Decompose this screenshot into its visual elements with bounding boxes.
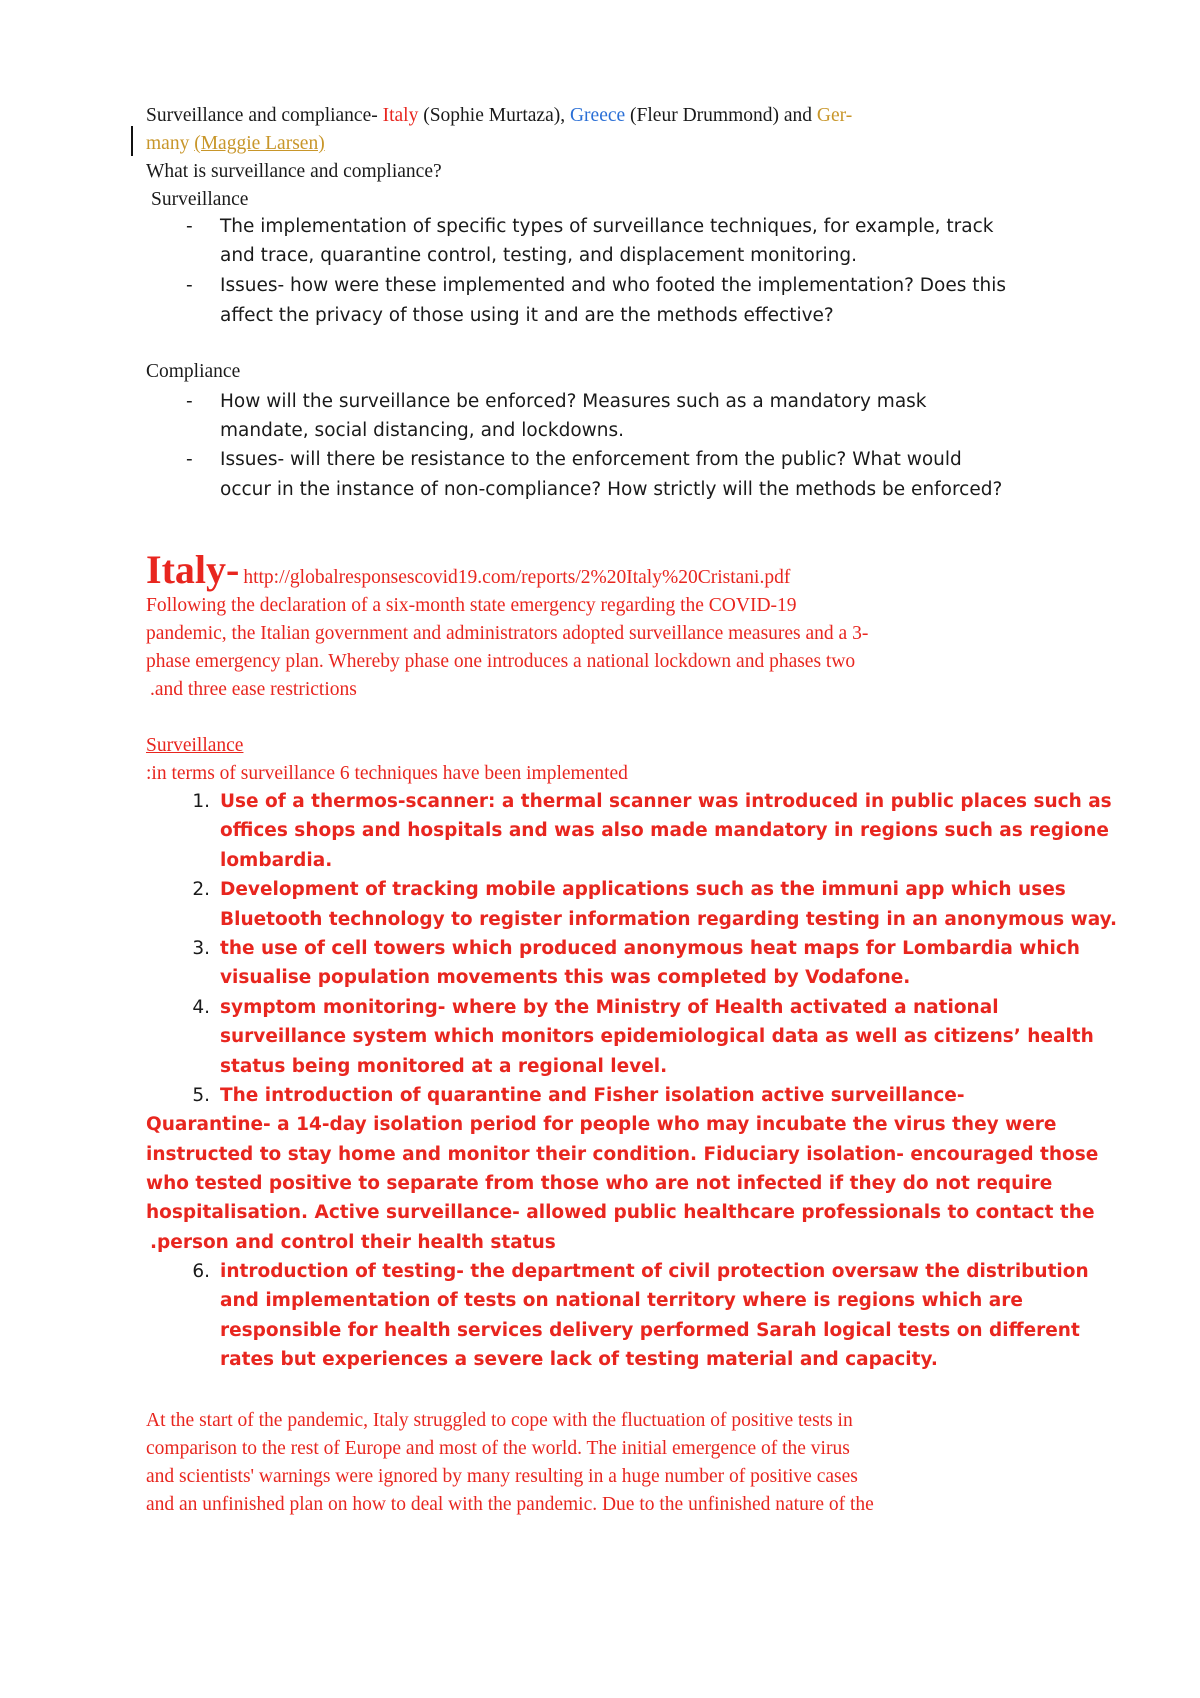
- italy-intro-line-2: pandemic, the Italian government and administrators adopted surveillance measures and a 3-: [146, 623, 869, 644]
- item-6-line-4: rates but experiences a severe lack of testing material and capacity.: [220, 1349, 938, 1370]
- title-germany-part1: Ger-: [816, 105, 853, 126]
- italy-intro-line-3: phase emergency plan. Whereby phase one introduces a national lockdown and phases two: [146, 651, 856, 672]
- list-number-4: 4.: [192, 997, 210, 1018]
- title-line-2: [146, 133, 325, 155]
- item-6-line-3: responsible for health services delivery performed Sarah logical tests on different: [220, 1320, 1080, 1341]
- item-1-line-3: lombardia.: [220, 850, 333, 871]
- closing-line-2: comparison to the rest of Europe and most of the world. The initial emergence of the virus: [146, 1438, 850, 1459]
- surveillance-bullet-2-line-2: affect the privacy of those using it and are the methods effective?: [220, 305, 834, 326]
- item-3-line-2: visualise population movements this was completed by Vodafone.: [220, 967, 911, 988]
- compliance-bullet-2-line-2: occur in the instance of non-compliance? How strictly will the methods be enforced?: [220, 479, 1003, 500]
- title-germany-author: (Maggie Larsen): [194, 133, 325, 154]
- item-5-line-2: Quarantine- a 14-day isolation period for people who may incubate the virus they were: [146, 1114, 1057, 1135]
- item-4-line-2: surveillance system which monitors epidemiological data as well as citizens’ health: [220, 1026, 1094, 1047]
- surveillance-bullet-1-line-1: The implementation of specific types of surveillance techniques, for example, track: [220, 216, 994, 237]
- italy-heading-line: [146, 546, 790, 593]
- compliance-bullet-2-line-1: Issues- will there be resistance to the enforcement from the public? What would: [220, 449, 962, 470]
- item-2-line-1: Development of tracking mobile applications such as the immuni app which uses: [220, 879, 1066, 900]
- title-italy: Italy: [382, 105, 419, 126]
- item-6-line-2: and implementation of tests on national territory where is regions which are: [220, 1290, 1023, 1311]
- italy-source-link[interactable]: http://globalresponsescovid19.com/reports/2%20Italy%20Cristani.pdf: [243, 567, 791, 588]
- text-cursor: [131, 126, 133, 156]
- item-5-line-1: The introduction of quarantine and Fisher isolation active surveillance-: [220, 1085, 965, 1106]
- italy-intro-line-4: .and three ease restrictions: [150, 679, 357, 700]
- list-number-2: 2.: [192, 879, 210, 900]
- closing-line-1: At the start of the pandemic, Italy struggled to cope with the fluctuation of positive tests in: [146, 1410, 853, 1431]
- surveillance-bullet-2-line-1: Issues- how were these implemented and who footed the implementation? Does this: [220, 275, 1007, 296]
- italy-surveillance-intro: :in terms of surveillance 6 techniques have been implemented: [146, 763, 628, 784]
- bullet-dash: -: [186, 275, 193, 296]
- list-number-5: 5.: [192, 1085, 210, 1106]
- title-prefix: Surveillance and compliance-: [146, 105, 383, 126]
- item-5-line-5: hospitalisation. Active surveillance- allowed public healthcare professionals to contact the: [146, 1202, 1095, 1223]
- question-line: What is surveillance and compliance?: [146, 161, 442, 182]
- italy-intro-line-1: Following the declaration of a six-month state emergency regarding the COVID-19: [146, 595, 797, 616]
- item-6-line-1: introduction of testing- the department of civil protection oversaw the distribution: [220, 1261, 1089, 1282]
- title-line: [146, 105, 852, 127]
- title-italy-author: (Sophie Murtaza),: [418, 105, 570, 126]
- title-germany-part2: many: [146, 133, 190, 154]
- bullet-dash: -: [186, 449, 193, 470]
- item-5-line-6: .person and control their health status: [150, 1232, 556, 1253]
- item-4-line-3: status being monitored at a regional level.: [220, 1056, 668, 1077]
- item-3-line-1: the use of cell towers which produced anonymous heat maps for Lombardia which: [220, 938, 1080, 959]
- compliance-bullet-1-line-2: mandate, social distancing, and lockdowns.: [220, 420, 625, 441]
- list-number-3: 3.: [192, 938, 210, 959]
- closing-line-3: and scientists' warnings were ignored by many resulting in a huge number of positive cases: [146, 1466, 858, 1487]
- item-2-line-2: Bluetooth technology to register information regarding testing in an anonymous way.: [220, 909, 1117, 930]
- bullet-dash: -: [186, 216, 193, 237]
- compliance-heading: Compliance: [146, 361, 241, 382]
- italy-surveillance-heading: Surveillance: [146, 735, 244, 756]
- item-5-line-4: who tested positive to separate from those who are not infected if they do not require: [146, 1173, 1053, 1194]
- closing-line-4: and an unfinished plan on how to deal with the pandemic. Due to the unfinished nature of the: [146, 1494, 874, 1515]
- item-1-line-1: Use of a thermos-scanner: a thermal scanner was introduced in public places such as: [220, 791, 1112, 812]
- surveillance-bullet-1-line-2: and trace, quarantine control, testing, and displacement monitoring.: [220, 245, 857, 266]
- title-greece: Greece: [569, 105, 626, 126]
- item-5-line-3: instructed to stay home and monitor their condition. Fiduciary isolation- encouraged those: [146, 1144, 1099, 1165]
- list-number-6: 6.: [192, 1261, 210, 1282]
- compliance-bullet-1-line-1: How will the surveillance be enforced? Measures such as a mandatory mask: [220, 391, 927, 412]
- item-4-line-1: symptom monitoring- where by the Ministry of Health activated a national: [220, 997, 999, 1018]
- italy-heading: Italy-: [146, 547, 240, 592]
- title-greece-author: (Fleur Drummond) and: [625, 105, 817, 126]
- bullet-dash: -: [186, 391, 193, 412]
- list-number-1: 1.: [192, 791, 210, 812]
- surveillance-heading: Surveillance: [151, 189, 249, 210]
- item-1-line-2: offices shops and hospitals and was also made mandatory in regions such as regione: [220, 820, 1109, 841]
